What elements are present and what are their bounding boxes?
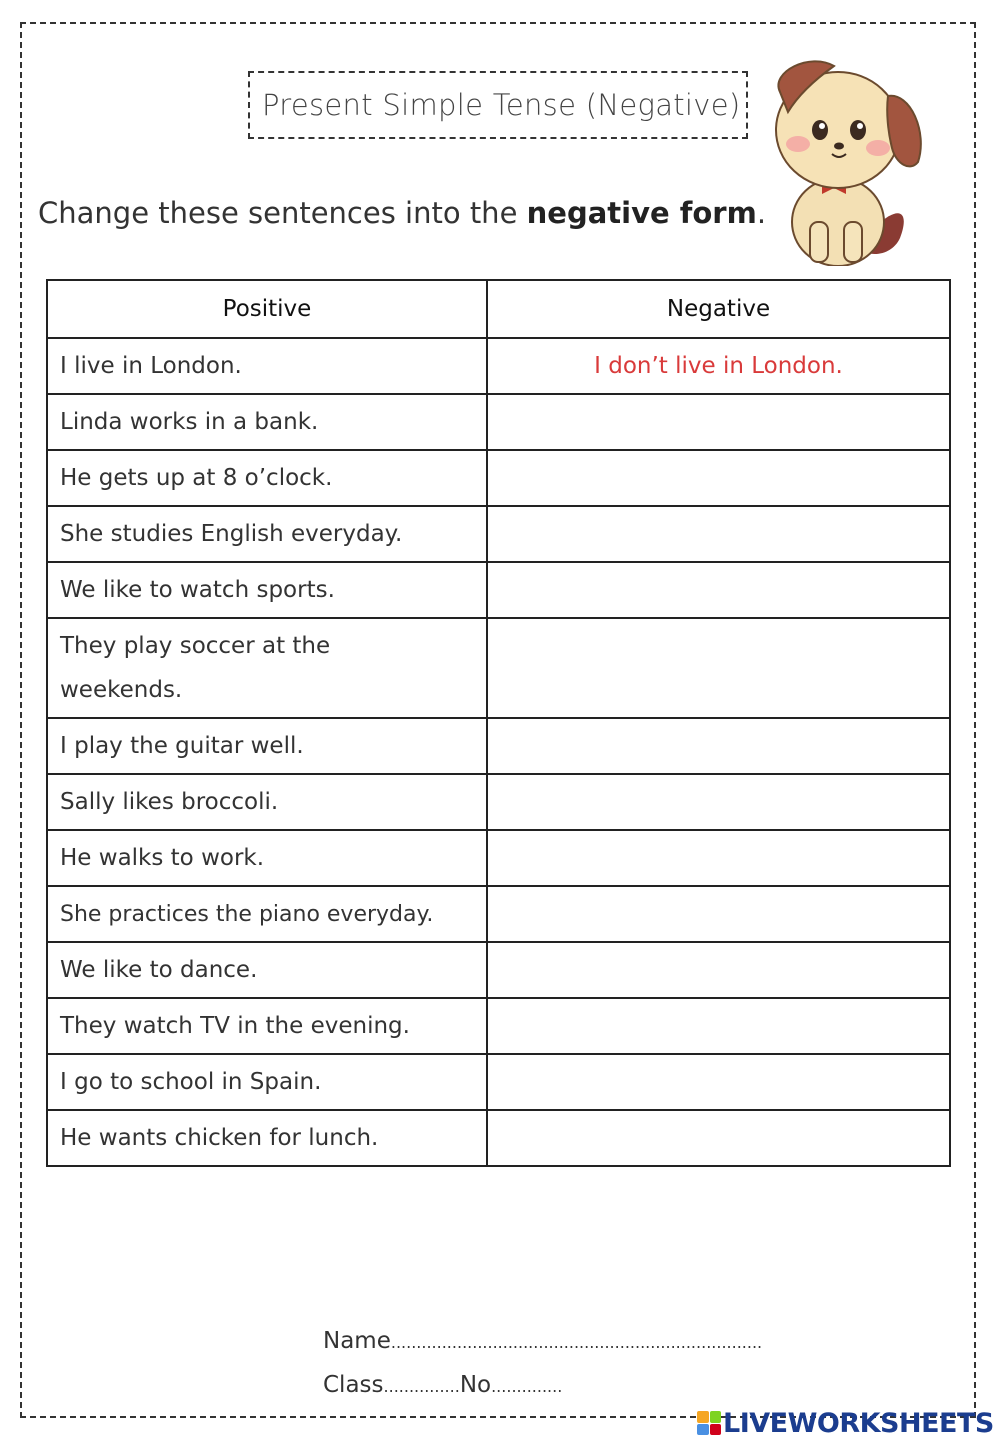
negative-answer-field[interactable] [487, 618, 950, 718]
table-header-row [47, 280, 950, 338]
class-field[interactable]: ............... [383, 1377, 460, 1396]
positive-sentence: He walks to work. [47, 830, 487, 886]
worksheet-title [248, 71, 748, 139]
liveworksheets-brand [697, 1408, 994, 1438]
table-row [47, 942, 950, 998]
table-row [47, 998, 950, 1054]
name-field[interactable]: ......................................................................... [390, 1333, 763, 1352]
negative-answer-field[interactable] [487, 942, 950, 998]
positive-sentence: He wants chicken for lunch. [47, 1110, 487, 1166]
table-row [47, 1110, 950, 1166]
brand-text: LIVEWORKSHEETS [723, 1407, 994, 1439]
no-field[interactable]: .............. [491, 1377, 563, 1396]
negative-answer-field[interactable] [487, 1054, 950, 1110]
positive-sentence: They watch TV in the evening. [47, 998, 487, 1054]
positive-sentence: Linda works in a bank. [47, 394, 487, 450]
table-row [47, 506, 950, 562]
negative-answer-field[interactable] [487, 450, 950, 506]
no-label: No [459, 1372, 492, 1398]
negative-answer-field[interactable] [487, 1110, 950, 1166]
positive-sentence: They play soccer at the weekends. [47, 618, 487, 718]
table-row [47, 562, 950, 618]
negative-answer-field[interactable] [487, 998, 950, 1054]
instruction-suffix: . [756, 196, 767, 230]
name-label: Name [323, 1328, 391, 1354]
positive-sentence: Sally likes broccoli. [47, 774, 487, 830]
class-label: Class [323, 1372, 384, 1398]
negative-answer-field[interactable] [487, 718, 950, 774]
exercise-table [46, 279, 951, 1167]
instructions [38, 196, 766, 230]
table-row [47, 338, 950, 394]
table-row [47, 830, 950, 886]
puppy-illustration [760, 52, 930, 266]
table-row [47, 450, 950, 506]
positive-sentence: She practices the piano everyday. [47, 886, 487, 942]
table-row [47, 718, 950, 774]
liveworksheets-logo-icon [697, 1411, 721, 1435]
instruction-bold: negative form [526, 196, 757, 230]
positive-sentence: We like to watch sports. [47, 562, 487, 618]
table-row [47, 394, 950, 450]
table-row [47, 886, 950, 942]
worksheet-title-text: Present Simple Tense (Negative) [262, 88, 741, 122]
negative-answer-field[interactable] [487, 562, 950, 618]
positive-sentence: She studies English everyday. [47, 506, 487, 562]
header-negative: Negative [487, 280, 950, 338]
negative-answer-field[interactable] [487, 886, 950, 942]
positive-sentence: We like to dance. [47, 942, 487, 998]
name-line [323, 1328, 762, 1354]
negative-answer-field[interactable] [487, 394, 950, 450]
positive-sentence: I live in London. [47, 338, 487, 394]
positive-sentence: I go to school in Spain. [47, 1054, 487, 1110]
instruction-prefix: Change these sentences into the [38, 196, 527, 230]
negative-answer-field[interactable] [487, 830, 950, 886]
header-positive: Positive [47, 280, 487, 338]
negative-answer-example: I don’t live in London. [487, 338, 950, 394]
positive-sentence: I play the guitar well. [47, 718, 487, 774]
table-row [47, 618, 950, 718]
table-row [47, 1054, 950, 1110]
class-line [323, 1372, 562, 1398]
negative-answer-field[interactable] [487, 774, 950, 830]
negative-answer-field[interactable] [487, 506, 950, 562]
positive-sentence: He gets up at 8 o’clock. [47, 450, 487, 506]
table-row [47, 774, 950, 830]
